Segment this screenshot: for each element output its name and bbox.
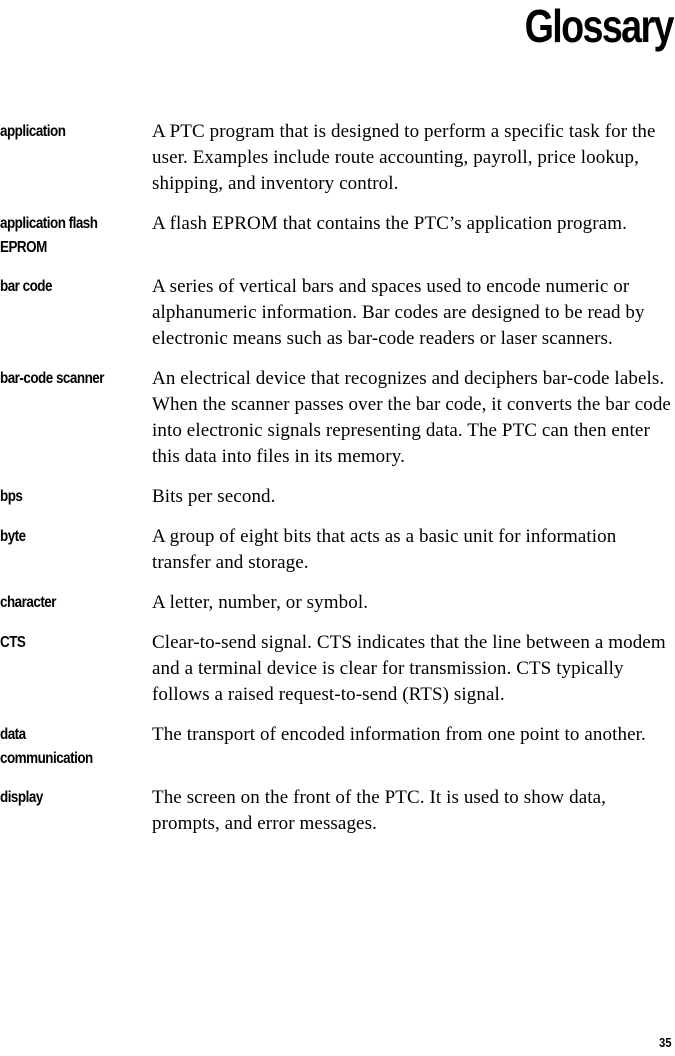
- glossary-entry: [0, 366, 675, 470]
- glossary-term: bps: [0, 488, 23, 505]
- glossary-entry: [0, 484, 675, 510]
- glossary-definition: Clear-to-send signal. CTS indicates that the line between a modem and a terminal device is clear for transmission. CTS typically follows a raised request-to-send (RTS) signal.: [152, 632, 666, 705]
- page-title: Glossary: [524, 0, 673, 52]
- glossary-definition: A letter, number, or symbol.: [152, 592, 369, 613]
- glossary-term: CTS: [0, 634, 26, 651]
- glossary-definition: Bits per second.: [152, 486, 276, 507]
- glossary-entry: [0, 722, 675, 771]
- glossary-definition: A series of vertical bars and spaces used to encode numeric or alphanumeric information. Bar codes are designed to be read by electronic means such as bar-code readers or laser scanners.: [152, 276, 645, 349]
- glossary-entry: [0, 785, 675, 837]
- glossary-term: data communication: [0, 726, 93, 767]
- glossary-definition: The transport of encoded information from one point to another.: [152, 724, 646, 745]
- glossary-entry: [0, 630, 675, 708]
- glossary-definition: A flash EPROM that contains the PTC’s application program.: [152, 213, 627, 234]
- glossary-entry: [0, 274, 675, 352]
- glossary-definition: An electrical device that recognizes and deciphers bar-code labels. When the scanner passes over the bar code, it converts the bar code into electronic signals representing data. The PTC can then enter this data into files in its memory.: [152, 368, 671, 467]
- glossary-definition: The screen on the front of the PTC. It is used to show data, prompts, and error messages.: [152, 787, 606, 834]
- glossary-term: byte: [0, 528, 26, 545]
- glossary-entry: [0, 211, 675, 260]
- glossary-term: character: [0, 594, 56, 611]
- glossary-term: display: [0, 789, 43, 806]
- glossary-term: application: [0, 123, 66, 140]
- glossary-term: bar-code scanner: [0, 370, 104, 387]
- glossary-list: [0, 119, 675, 851]
- glossary-definition: A group of eight bits that acts as a basic unit for information transfer and storage.: [152, 526, 617, 573]
- page-number: 35: [658, 1035, 671, 1050]
- glossary-definition: A PTC program that is designed to perform a specific task for the user. Examples include route accounting, payroll, price lookup, shipping, and inventory control.: [152, 121, 656, 194]
- glossary-entry: [0, 119, 675, 197]
- glossary-entry: [0, 590, 675, 616]
- glossary-term: application flash EPROM: [0, 215, 98, 256]
- glossary-entry: [0, 524, 675, 576]
- glossary-term: bar code: [0, 278, 52, 295]
